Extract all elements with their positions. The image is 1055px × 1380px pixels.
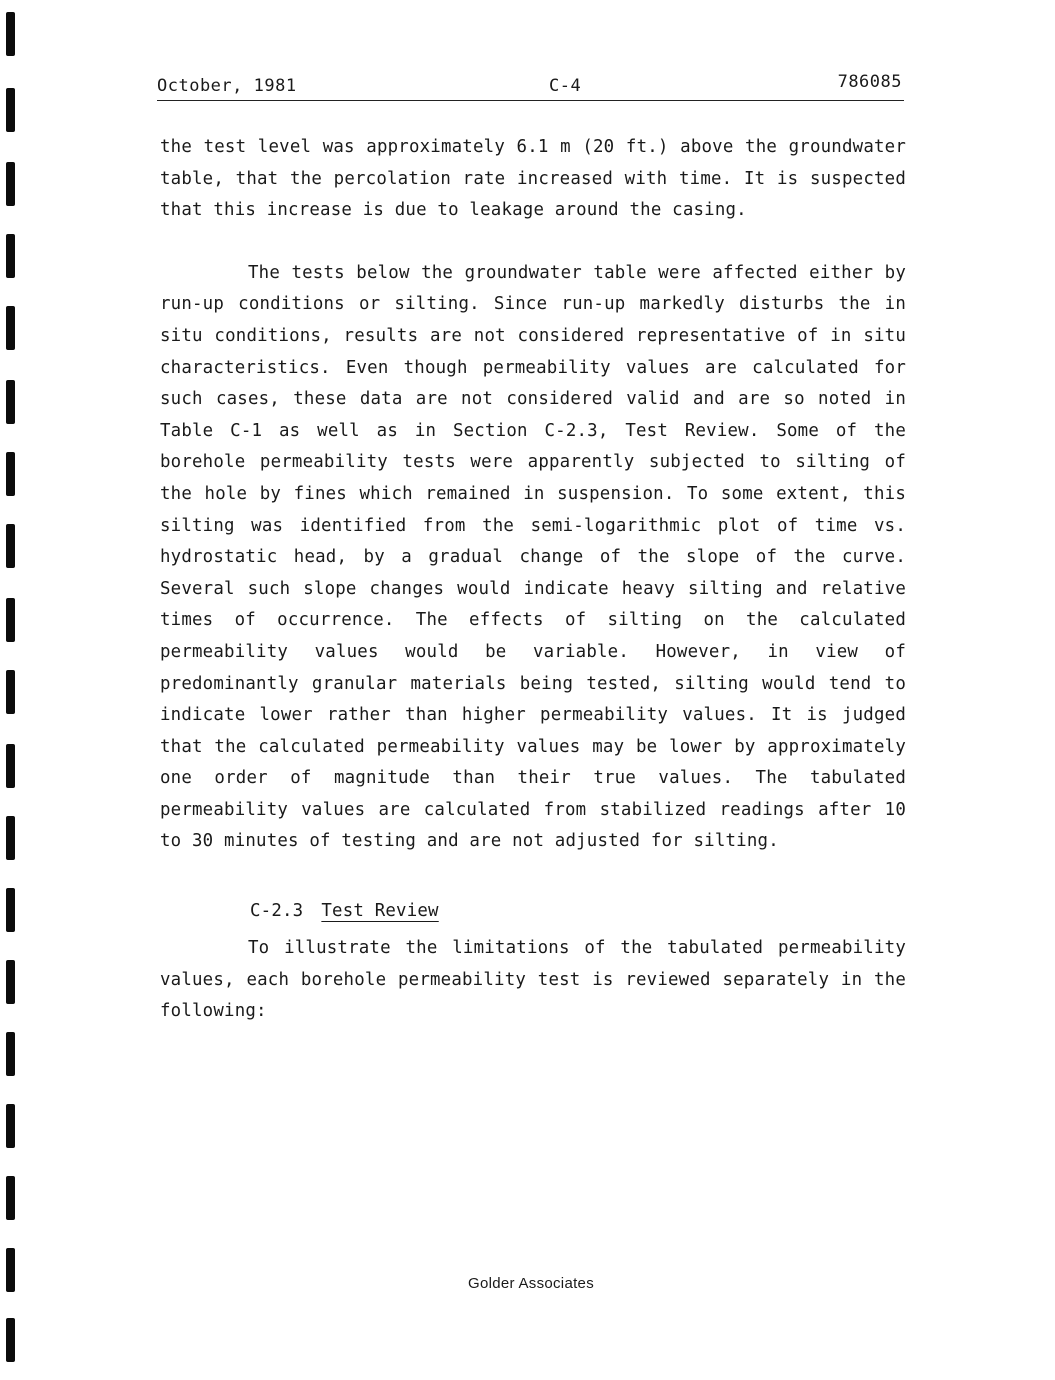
binding-mark <box>6 744 15 788</box>
binding-mark <box>6 162 15 206</box>
paragraph-silting: The tests below the groundwater table were affected either by run-up conditions or silting. Since run-up markedly disturbs the in situ conditions, results are not considered representative of in situ characteristics. Even though permeability values are calculated for such cases, these data are not considered valid and are so noted in Table C-1 as well as in Section C-2.3, Test Review. Some of the borehole permeability tests were apparently subjected to silting of the hole by fines which remained in suspension. To some extent, this silting was identified from the semi-logarithmic plot of time vs. hydrostatic head, by a gradual change of the slope of the curve. Several such slope changes would indicate heavy silting and relative times of occurrence. The effects of silting on the calculated permeability values would be variable. However, in view of predominantly granular materials being tested, silting would tend to indicate lower rather than higher permeability values. It is judged that the calculated permeability values may be lower by approximately one order of magnitude than their true values. The tabulated permeability values are calculated from stabilized readings after 10 to 30 minutes of testing and are not adjusted for silting. <box>160 262 906 852</box>
binding-mark <box>6 888 15 932</box>
section-number: C-2.3 <box>250 901 304 922</box>
binding-mark <box>6 12 15 56</box>
binding-marks <box>6 0 22 1380</box>
binding-mark <box>6 1032 15 1076</box>
paragraph-continuation: the test level was approximately 6.1 m (20 ft.) above the groundwater table, that the percolation rate increased with time. It is suspected that this increase is due to leakage around the casing. <box>160 137 906 221</box>
body-text <box>160 132 906 1028</box>
section-title: Test Review <box>321 901 439 922</box>
binding-mark <box>6 524 15 568</box>
section-heading <box>160 889 906 933</box>
header-page-label: C-4 <box>549 76 582 96</box>
footer-company: Golder Associates <box>468 1275 594 1292</box>
binding-mark <box>6 598 15 642</box>
binding-mark <box>6 816 15 860</box>
binding-mark <box>6 452 15 496</box>
binding-mark <box>6 1318 15 1362</box>
binding-mark <box>6 88 15 132</box>
binding-mark <box>6 306 15 350</box>
binding-mark <box>6 670 15 714</box>
binding-mark <box>6 1176 15 1220</box>
page-header <box>157 74 904 101</box>
binding-mark <box>6 960 15 1004</box>
binding-mark <box>6 380 15 424</box>
binding-mark <box>6 1104 15 1148</box>
header-date: October, 1981 <box>157 76 297 96</box>
paragraph-test-review: To illustrate the limitations of the tabulated permeability values, each borehole permeability test is reviewed separately in the following: <box>160 938 906 1022</box>
header-doc-number: 786085 <box>837 72 902 92</box>
binding-mark <box>6 234 15 278</box>
